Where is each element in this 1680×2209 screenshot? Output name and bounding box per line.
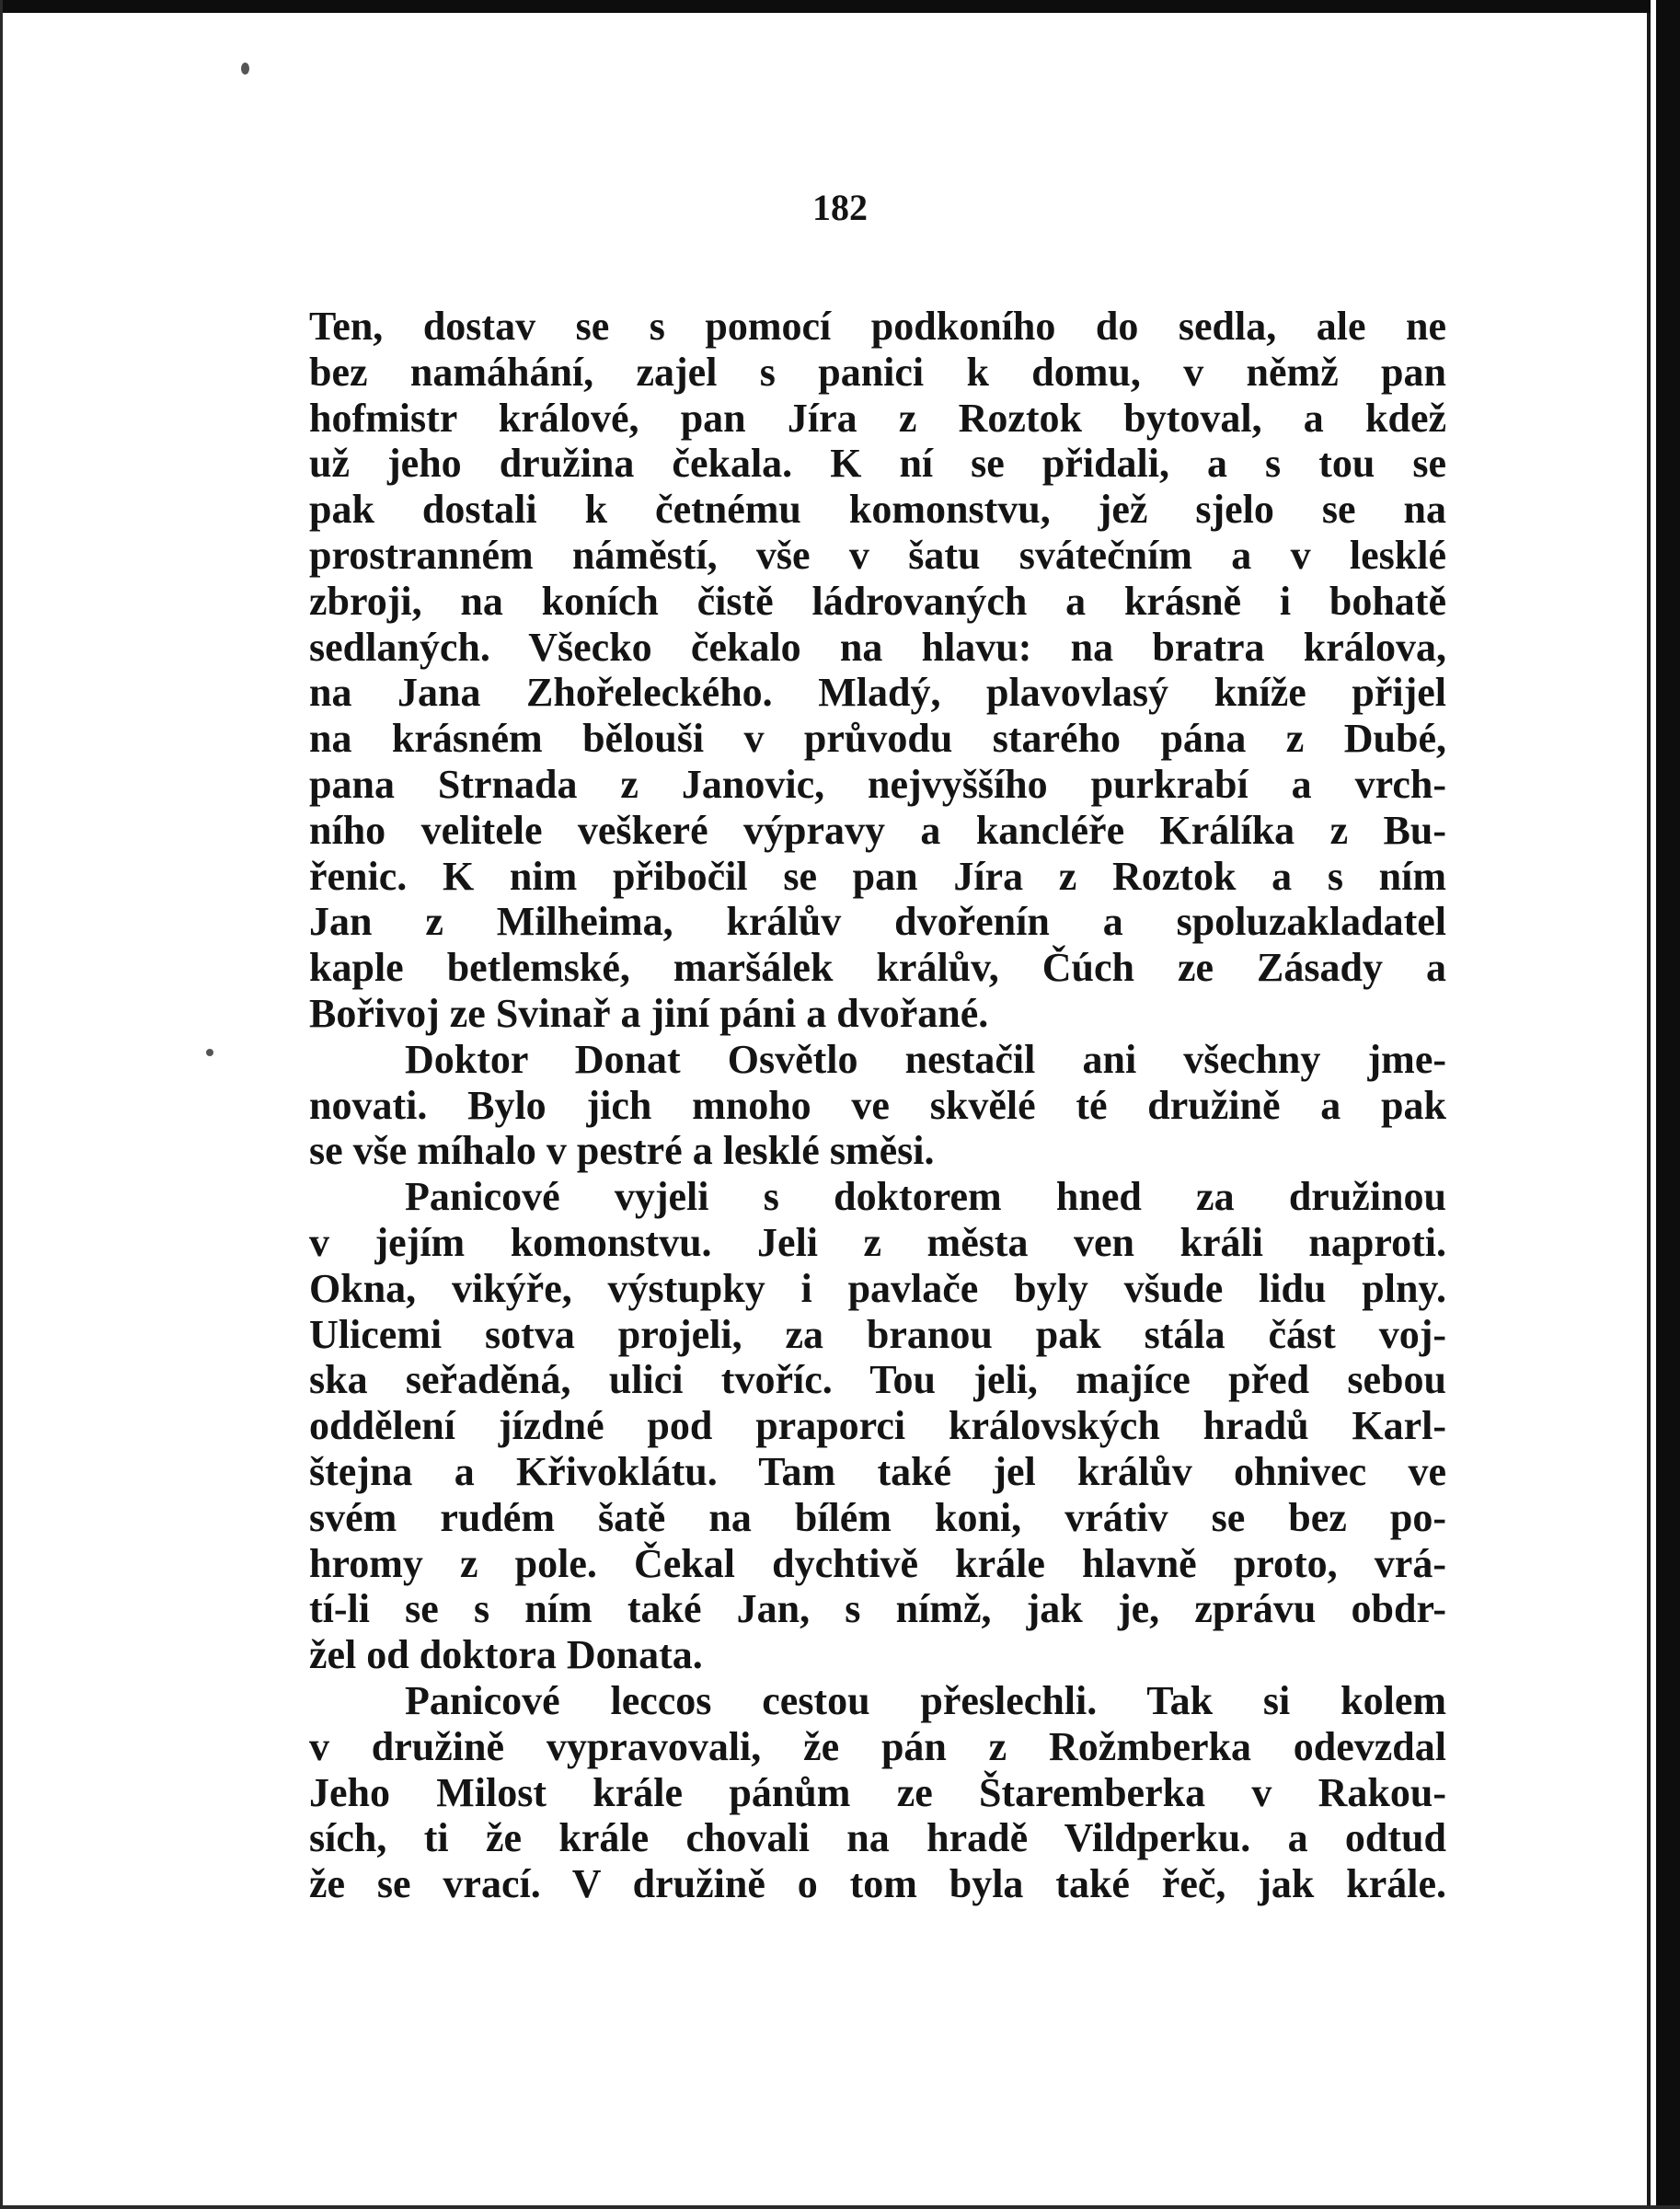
text-line: zbroji, na koních čistě ládrovaných a krásně i bohatě [309,578,1446,624]
text-line: novati. Bylo jich mnoho ve skvělé té družině a pak [309,1082,1446,1128]
text-line: štejna a Křivoklátu. Tam také jel králův ohnivec ve [309,1448,1446,1494]
scan-border-right [1656,0,1680,2209]
text-line: na krásném bělouši v průvodu starého pána z Dubé, [309,716,1446,762]
scan-speck [241,63,249,75]
text-line: hromy z pole. Čekal dychtivě krále hlavně proto, vrá- [309,1540,1446,1586]
text-line: hofmistr králové, pan Jíra z Roztok bytoval, a kdež [309,395,1446,441]
text-line: Doktor Donat Osvětlo nestačil ani všechny jme- [405,1036,1446,1082]
text-line: Panicové leccos cestou přeslechli. Tak si kolem [405,1677,1446,1723]
text-line: sedlaných. Všecko čekalo na hlavu: na bratra králova, [309,624,1446,670]
text-line: sích, ti že krále chovali na hradě Vildperku. a odtud [309,1815,1446,1861]
body-text [309,304,1446,1907]
scan-border-bottom [0,2205,1680,2209]
text-line: Bořivoj ze Svinař a jiní páni a dvořané. [309,990,989,1036]
text-line: kaple betlemské, maršálek králův, Čúch ze Zásady a [309,945,1446,991]
text-line: v jejím komonstvu. Jeli z města ven králi naproti. [309,1219,1446,1265]
text-line: se vše míhalo v pestré a lesklé směsi. [309,1128,935,1174]
scan-border-top [0,0,1680,13]
text-line: v družině vypravovali, že pán z Rožmberka odevzdal [309,1723,1446,1769]
page-number: 182 [812,187,868,228]
text-line: že se vrací. V družině o tom byla také řeč, jak krále. [309,1861,1446,1907]
text-line: tí-li se s ním také Jan, s nímž, jak je, zprávu obdr- [309,1586,1446,1632]
text-line: prostranném náměstí, vše v šatu svátečním a v lesklé [309,532,1446,578]
text-line: ska seřaděná, ulici tvoříc. Tou jeli, majíce před sebou [309,1357,1446,1403]
text-line: svém rudém šatě na bílém koni, vrátiv se bez po- [309,1494,1446,1540]
text-line: bez namáhání, zajel s panici k domu, v němž pan [309,349,1446,395]
scan-border-gap [1651,0,1656,2209]
scan-border-left [0,0,3,2209]
text-line: pana Strnada z Janovic, nejvyššího purkrabí a vrch- [309,761,1446,807]
text-line: Ulicemi sotva projeli, za branou pak stála část voj- [309,1311,1446,1357]
text-line: na Jana Zhořeleckého. Mladý, plavovlasý kníže přijel [309,670,1446,716]
text-line: oddělení jízdné pod praporci královských hradů Karl- [309,1403,1446,1449]
text-line: Jeho Milost krále pánům ze Štaremberka v Rakou- [309,1769,1446,1815]
scan-speck [206,1049,213,1056]
text-line: řenic. K nim přibočil se pan Jíra z Roztok a s ním [309,853,1446,899]
text-line: už jeho družina čekala. K ní se přidali, a s tou se [309,441,1446,487]
text-line: ního velitele veškeré výpravy a kancléře Králíka z Bu- [309,807,1446,853]
text-line: pak dostali k četnému komonstvu, jež sjelo se na [309,487,1446,533]
text-line: Jan z Milheima, králův dvořenín a spoluzakladatel [309,899,1446,945]
scan-border-right-inner [1647,13,1651,2209]
text-line: Panicové vyjeli s doktorem hned za družinou [405,1174,1446,1220]
text-line: žel od doktora Donata. [309,1632,703,1678]
text-line: Ten, dostav se s pomocí podkoního do sedla, ale ne [309,304,1446,349]
text-line: Okna, vikýře, výstupky i pavlače byly všude lidu plny. [309,1265,1446,1311]
